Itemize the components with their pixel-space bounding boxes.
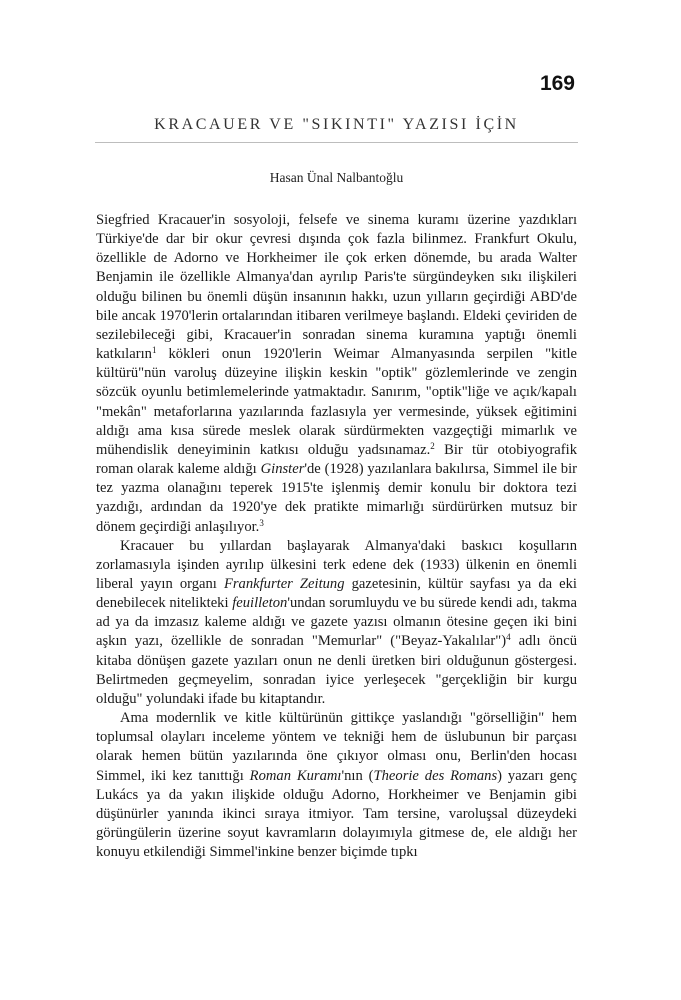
body-paragraph xyxy=(96,211,577,537)
article-title: KRACAUER VE "SIKINTI" YAZISI İÇİN xyxy=(154,116,519,133)
text-run: Kracauer bu yıllardan başlayarak Almanya'daki baskıcı koşulların zorlamasıyla işinden ayrılıp ülkesini terk edene dek (1933) ülkenin en önemli liberal yayın organı xyxy=(96,537,577,592)
italic-title: feuilleton xyxy=(232,595,288,612)
title-divider xyxy=(95,142,578,143)
footnote-ref: 2 xyxy=(430,440,435,451)
text-run: kökleri onun 1920'lerin Weimar Almanyasında serpilen "kitle kültürü"nün varoluş düzeyine ilişkin keskin "optik" gözlemlerinde ve zengin sözcük oyunlu betimlemelerinde yatmaktadır. Sanırım, "optik"liğe ve açık/kapalı "mekân" metaforlarına yazılarında fazlasıyla yer vermesinde, yüksek eğitimini aldığı ama kısa sürede meslek olarak sürdürmekten vazgeçtiği mimarlık ve mühendislik deneyiminin katkısı olduğu yadsınamaz. xyxy=(96,346,577,458)
text-run: ) yazarı genç Lukács ya da yakın ilişkide olduğu Adorno, Horkheimer ve Benjamin gibi düşünürler yanında ikinci sıraya itmiyor. Tam tersine, varoluşsal düzeydeki görüngülerin üzerine soyut kavramların dolayımıyla gitmese de, ele aldığı her konuyu etkilendiği Simmel'inkine benzer biçimde tıpkı xyxy=(96,767,577,861)
text-run: 'undan sorumluydu ve bu sürede kendi adı, takma ad ya da imzasız kaleme aldığı ve gazete yazısı olmanın ötesine geçen iki bini aşkın yazı, özellikle de sonradan "Memurlar" ("Beyaz-Yakalılar") xyxy=(96,595,577,650)
article-body xyxy=(96,211,577,862)
footnote-ref: 3 xyxy=(259,517,264,528)
text-run: gazetesinin, kültür sayfası ya da eki denebilecek nitelikteki xyxy=(96,575,577,612)
footnote-ref: 1 xyxy=(151,345,157,356)
italic-title: Roman Kuramı xyxy=(249,767,342,784)
italic-title: Theorie des Romans xyxy=(373,767,498,784)
text-run: Ama modernlik ve kitle kültürünün gittikçe yaslandığı "görselliğin" hem toplumsal olayları inceleme yöntem ve tekniği hem de üslubunun bir parçası olarak hemen bütün yazılarında öne çıkıyor olması onu, Berlin'den hocası Simmel, iki kez tanıttığı xyxy=(96,710,577,784)
body-paragraph xyxy=(96,537,577,709)
italic-title: Ginster xyxy=(260,461,305,478)
text-run: Bir tür otobiyografik roman olarak kaleme aldığı xyxy=(96,441,577,478)
italic-title: Frankfurter Zeitung xyxy=(223,575,345,592)
text-run: Siegfried Kracauer'in sosyoloji, felsefe ve sinema kuramı üzerine yazdıkları Türkiye'de dar bir okur çevresi dışında çok fazla bilinmez. Frankfurt Okulu, özellikle de Adorno ve Horkheimer ile çok erken dönemde, bu arada Walter Benjamin ile özellikle Almanya'dan ayrılıp Paris'te sürgündeyken sıkı ilişkileri olduğu bilinen bu önemli düşün insanının hakkı, uzun yılların geçirdiği ABD'de bile ancak 1970'lerin ortalarından itibaren verilmeye başlandı. Eldeki çeviriden de sezilebileceği gibi, Kracauer'in sonradan sinema kuramına yaptığı önemli katkıların xyxy=(96,212,577,363)
text-run: adlı öncü kitaba dönüşen gazete yazıları onun ne denli üretken biri olduğunun göstergesi. Belirtmeden geçmeyelim, sonradan iyice yerleşecek "gerçekliğin bir kurgu olduğu" yolundaki ifade bu kitaptandır. xyxy=(96,633,577,707)
author-name: Hasan Ünal Nalbantoğlu xyxy=(269,170,404,185)
footnote-ref: 4 xyxy=(506,632,511,643)
body-paragraph xyxy=(96,709,577,862)
text-run: 'nın ( xyxy=(341,767,374,784)
page-number: 169 xyxy=(539,72,575,95)
text-run: 'de (1928) yazılanlara bakılırsa, Simmel ile bir tez yazma olanağını teperek 1915'te işlenmiş demir konulu bir doktora tezi yazdığı, ardından da 1920'ye dek pratikte mimarlığı sürdürürken mutsuz bir dönem geçirdiği anlaşılıyor. xyxy=(96,461,577,535)
